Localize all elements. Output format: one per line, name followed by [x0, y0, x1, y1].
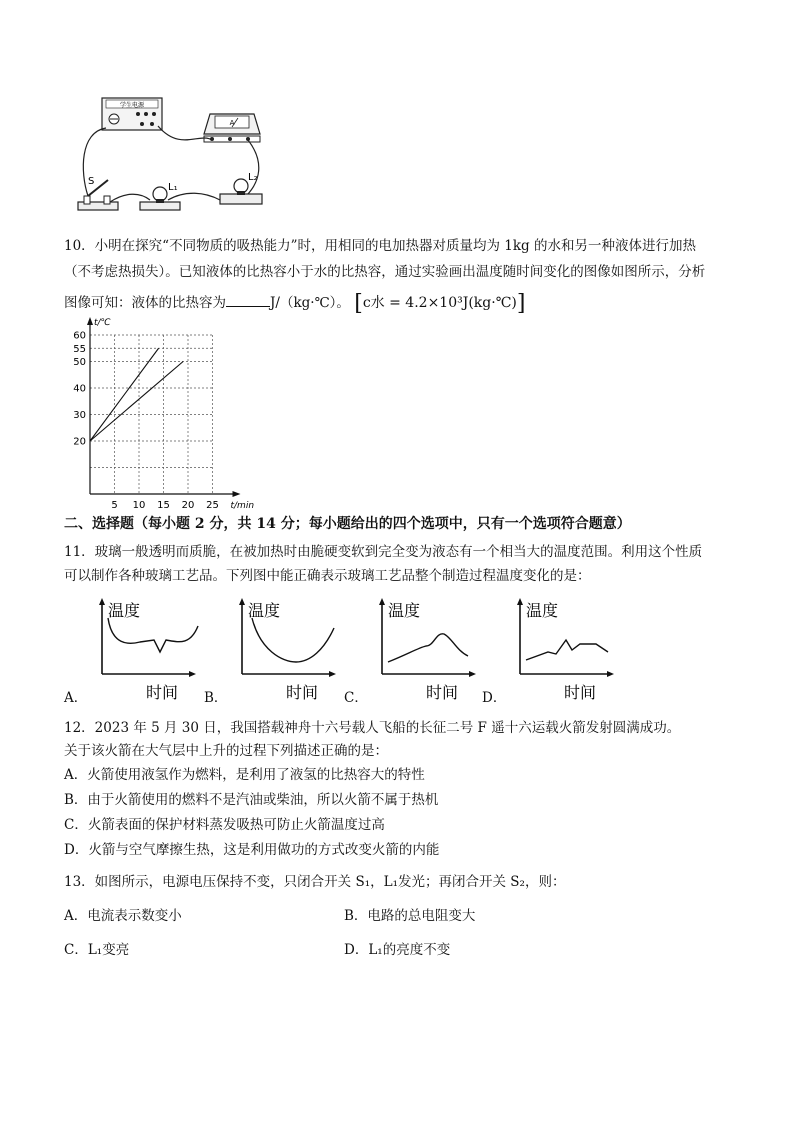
q12-line2: 关于该火箭在大气层中上升的过程下列描述正确的是： [64, 743, 388, 759]
q11-option-b[interactable] [200, 590, 336, 708]
q12-option-d[interactable]: D．火箭与空气摩擦生热，这是利用做功的方式改变火箭的内能 [64, 842, 440, 858]
lamp2-label: L₂ [248, 172, 258, 183]
q11-line1: 11．玻璃一般透明而质脆，在被加热时由脆硬变软到完全变为液态有一个相当大的温度范围。利用这个性质 [64, 544, 703, 560]
answer-blank[interactable] [226, 292, 270, 307]
x-axis-arrow [329, 671, 336, 677]
power-supply-label: 学生电源 [119, 102, 145, 109]
x-axis-label: 时间 [564, 683, 597, 702]
y-tick-label: 55 [73, 343, 86, 355]
water-specific-heat-formula: [c水 = 4.2×10³J(kg·℃)] [354, 291, 526, 316]
q10-line1: 10．小明在探究“不同物质的吸热能力”时，用相同的电加热器对质量均为 1kg 的水和另一种液体进行加热 [64, 238, 696, 254]
temperature-curve [526, 640, 608, 660]
x-axis-label: 时间 [146, 683, 179, 702]
y-tick-label: 60 [73, 330, 86, 342]
q12-line1: 12．2023 年 5 月 30 日，我国搭载神舟十六号载人飞船的长征二号 F 遥十六运载火箭发射圆满成功。 [64, 720, 681, 736]
y-axis-arrow [239, 598, 245, 605]
y-axis-arrow [99, 598, 105, 605]
q12-option-b[interactable]: B．由于火箭使用的燃料不是汽油或柴油，所以火箭不属于热机 [64, 792, 439, 808]
q10-line3 [64, 292, 525, 314]
y-axis-label: 温度 [108, 601, 141, 620]
q10-unit: J/（kg·℃）。 [270, 295, 350, 311]
x-axis-arrow [607, 671, 614, 677]
y-axis-arrow [517, 598, 523, 605]
x-tick-label: 10 [132, 500, 146, 511]
y-axis-arrow [87, 317, 93, 325]
q11-option-a[interactable] [60, 590, 196, 708]
q12-option-c[interactable]: C．火箭表面的保护材料蒸发吸热可防止火箭温度过高 [64, 817, 385, 833]
x-axis-arrow [469, 671, 476, 677]
series-line [90, 362, 183, 442]
y-tick-label: 20 [73, 436, 86, 448]
q11-line2: 可以制作各种玻璃工艺品。下列图中能正确表示玻璃工艺品整个制造过程温度变化的是： [64, 568, 591, 584]
y-tick-label: 50 [73, 357, 86, 368]
x-axis-arrow [233, 491, 241, 497]
option-letter: A． [64, 690, 88, 706]
x-tick-label: 5 [111, 500, 118, 511]
q10-line2: （不考虑热损失）。已知液体的比热容小于水的比热容，通过实验画出温度随时间变化的图像如图所示，分析 [64, 264, 706, 280]
y-tick-label: 30 [73, 410, 86, 421]
series-line [90, 348, 159, 441]
y-axis-label: 温度 [248, 601, 281, 620]
q13-option-d[interactable]: D．L₁的亮度不变 [344, 942, 451, 958]
q13-option-c[interactable]: C．L₁变亮 [64, 942, 130, 958]
y-axis-label: 温度 [526, 601, 559, 620]
temperature-curve [388, 634, 468, 662]
temperature-curve [108, 618, 198, 652]
circuit-diagram [70, 92, 280, 224]
q13-stem: 13．如图所示，电源电压保持不变，只闭合开关 S₁，L₁发光；再闭合开关 S₂，则： [64, 874, 566, 890]
q11-option-graphs [60, 590, 620, 708]
section-heading: 二、选择题（每小题 2 分，共 14 分；每小题给出的四个选项中，只有一个选项符合题意） [64, 516, 631, 532]
option-letter: B． [204, 690, 228, 706]
x-axis-label: 时间 [426, 683, 459, 702]
q13-option-b[interactable]: B．电路的总电阻变大 [344, 908, 476, 924]
x-tick-label: 20 [181, 500, 195, 511]
temperature-time-chart [60, 318, 260, 514]
q10-line3-prefix: 图像可知：液体的比热容为 [64, 295, 226, 311]
y-axis-arrow [379, 598, 385, 605]
y-axis-label: t/℃ [94, 318, 111, 328]
x-tick-label: 15 [157, 500, 170, 511]
x-axis-label: t/min [230, 501, 255, 511]
ammeter-label: A [229, 119, 235, 127]
temperature-curve [252, 618, 334, 662]
y-tick-label: 40 [73, 383, 86, 395]
option-letter: D． [482, 690, 507, 706]
x-axis-label: 时间 [286, 683, 319, 702]
x-axis-arrow [189, 671, 196, 677]
option-letter: C． [344, 690, 368, 706]
x-tick-label: 25 [206, 500, 219, 511]
lamp1-label: L₁ [168, 182, 178, 193]
q12-option-a[interactable]: A．火箭使用液氢作为燃料，是利用了液氢的比热容大的特性 [64, 767, 425, 783]
switch-label: S [88, 176, 95, 187]
q11-option-d[interactable] [478, 590, 614, 708]
q11-option-c[interactable] [340, 590, 476, 708]
y-axis-label: 温度 [388, 601, 421, 620]
q13-option-a[interactable]: A．电流表示数变小 [64, 908, 182, 924]
